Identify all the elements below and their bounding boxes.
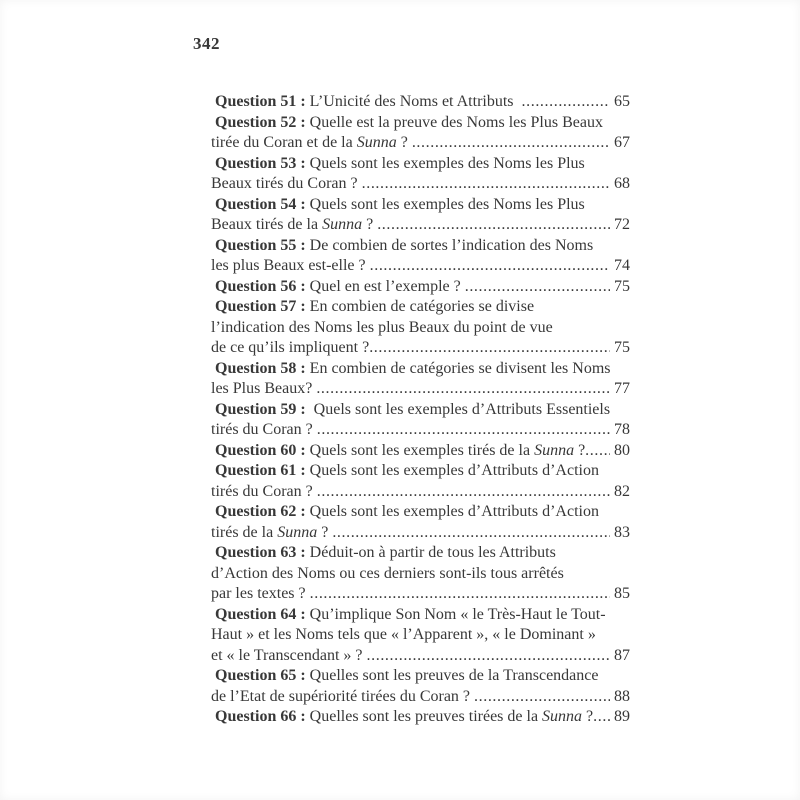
dot-leader	[412, 133, 610, 154]
toc-page-number: 80	[614, 441, 630, 459]
toc-line-text: tirés du Coran ?	[211, 421, 317, 438]
toc-line	[211, 400, 630, 421]
toc-line-text: et « le Transcendant » ?	[211, 646, 367, 664]
toc-entry	[211, 707, 630, 728]
dot-leader	[310, 584, 610, 605]
toc-page-number: 77	[614, 380, 630, 397]
toc-page-number: 88	[614, 687, 630, 705]
toc-entry	[211, 92, 630, 113]
toc-line	[211, 605, 630, 626]
dot-leader	[362, 174, 610, 195]
toc-line-text: Question 62 : Quels sont les exemples d’Attributs d’Action	[215, 503, 599, 520]
toc-page-number: 89	[614, 708, 630, 725]
toc-line-text: Beaux tirés du Coran ?	[211, 175, 362, 192]
toc-line-text: par les textes ?	[211, 585, 310, 602]
toc-page-number: 83	[614, 523, 630, 541]
table-of-contents	[211, 92, 630, 728]
toc-line	[211, 687, 630, 708]
dot-leader	[367, 646, 610, 667]
toc-line-text: Question 63 : Déduit-on à partir de tous les Attributs	[215, 544, 556, 561]
toc-line	[211, 174, 630, 195]
toc-line	[211, 502, 630, 523]
dot-leader	[465, 277, 610, 298]
toc-line	[211, 338, 630, 359]
toc-line	[211, 297, 630, 318]
toc-entry	[211, 277, 630, 298]
toc-line	[211, 625, 630, 646]
toc-line-text: tirée du Coran et de la Sunna ?	[211, 134, 412, 151]
dot-leader	[593, 707, 610, 728]
toc-line-text: Question 64 : Qu’implique Son Nom « le Très-Haut le Tout-	[215, 605, 606, 623]
toc-line-text: Question 54 : Quels sont les exemples des Noms les Plus	[215, 195, 585, 213]
toc-entry	[211, 195, 630, 236]
page-number-folio: 342	[193, 34, 220, 53]
toc-line-text: les Plus Beaux?	[211, 380, 317, 397]
toc-page-number: 68	[614, 175, 630, 192]
toc-entry	[211, 154, 630, 195]
toc-line	[211, 154, 630, 175]
toc-line-text: Question 51 : L’Unicité des Noms et Attributs	[215, 93, 522, 110]
toc-line-text: Question 57 : En combien de catégories se divise	[215, 298, 535, 315]
dot-leader	[317, 420, 610, 441]
toc-line-text: Question 61 : Quels sont les exemples d’Attributs d’Action	[215, 462, 599, 479]
toc-line	[211, 543, 630, 564]
dot-leader	[585, 441, 610, 462]
dot-leader	[316, 379, 610, 400]
toc-line	[211, 195, 630, 216]
toc-line-text: de l’Etat de supériorité tirées du Coran ?	[211, 687, 475, 705]
toc-line	[211, 646, 630, 667]
toc-line	[211, 420, 630, 441]
toc-entry	[211, 461, 630, 502]
toc-page-number: 82	[614, 482, 630, 500]
toc-line	[211, 707, 630, 728]
toc-line	[211, 564, 630, 585]
toc-line	[211, 379, 630, 400]
dot-leader	[377, 215, 610, 236]
dot-leader	[474, 687, 610, 708]
toc-page-number: 67	[614, 134, 630, 151]
toc-line	[211, 482, 630, 503]
toc-page-number: 74	[614, 257, 630, 274]
toc-line-text: Question 56 : Quel en est l’exemple ?	[215, 277, 465, 295]
dot-leader	[369, 338, 610, 359]
toc-entry	[211, 502, 630, 543]
toc-line-text: Question 53 : Quels sont les exemples des Noms les Plus	[215, 154, 585, 172]
toc-page-number: 75	[614, 339, 630, 356]
toc-page-number: 65	[614, 93, 630, 110]
toc-page-number: 78	[614, 421, 630, 438]
toc-line	[211, 318, 630, 339]
toc-line	[211, 113, 630, 134]
toc-line	[211, 584, 630, 605]
toc-page-number: 72	[614, 216, 630, 233]
dot-leader	[332, 523, 610, 544]
toc-page-number: 85	[614, 585, 630, 602]
toc-line	[211, 523, 630, 544]
toc-line-text: les plus Beaux est-elle ?	[211, 257, 370, 274]
toc-line-text: l’indication des Noms les plus Beaux du point de vue	[211, 318, 553, 336]
toc-line-text: d’Action des Noms ou ces derniers sont-ils tous arrêtés	[211, 564, 564, 582]
toc-line	[211, 461, 630, 482]
toc-line	[211, 236, 630, 257]
toc-line-text: Question 60 : Quels sont les exemples tirés de la Sunna ?	[215, 441, 586, 459]
toc-line-text: Question 52 : Quelle est la preuve des Noms les Plus Beaux	[215, 113, 603, 131]
toc-entry	[211, 400, 630, 441]
toc-line-text: tirés du Coran ?	[211, 482, 317, 500]
dot-leader	[370, 256, 610, 277]
toc-line-text: de ce qu’ils impliquent ?	[211, 339, 370, 356]
toc-page-number: 75	[614, 277, 630, 295]
toc-line	[211, 92, 630, 113]
toc-line	[211, 256, 630, 277]
toc-line-text: Question 66 : Quelles sont les preuves tirées de la Sunna ?	[215, 708, 594, 725]
toc-entry	[211, 666, 630, 707]
toc-line	[211, 215, 630, 236]
toc-entry	[211, 297, 630, 359]
dot-leader	[317, 482, 610, 503]
toc-line-text: Question 59 : Quels sont les exemples d’Attributs Essentiels	[215, 400, 611, 418]
toc-entry	[211, 113, 630, 154]
toc-entry	[211, 236, 630, 277]
toc-line	[211, 133, 630, 154]
toc-line-text: Beaux tirés de la Sunna ?	[211, 216, 378, 233]
toc-line	[211, 441, 630, 462]
toc-line	[211, 359, 630, 380]
toc-line-text: Question 55 : De combien de sortes l’indication des Noms	[215, 236, 594, 254]
toc-line-text: Question 58 : En combien de catégories se divisent les Noms	[215, 359, 611, 377]
toc-line-text: tirés de la Sunna ?	[211, 523, 333, 541]
dot-leader	[522, 92, 610, 113]
toc-entry	[211, 359, 630, 400]
toc-line-text: Haut » et les Noms tels que « l’Apparent », « le Dominant »	[211, 626, 596, 643]
toc-line	[211, 666, 630, 687]
toc-entry	[211, 543, 630, 605]
toc-entry	[211, 441, 630, 462]
toc-line	[211, 277, 630, 298]
toc-entry	[211, 605, 630, 667]
toc-line-text: Question 65 : Quelles sont les preuves de la Transcendance	[215, 667, 599, 684]
toc-page-number: 87	[614, 646, 630, 664]
